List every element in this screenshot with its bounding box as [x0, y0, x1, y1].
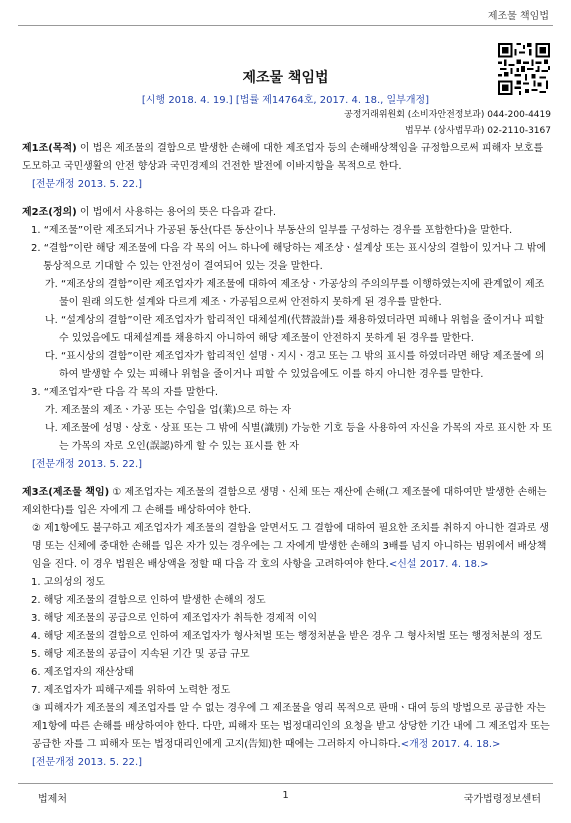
article-3-factor-7: 7. 제조업자가 피해구제를 위하여 노력한 정도: [31, 685, 231, 696]
article-3: [22, 484, 552, 772]
article-3-paragraph-2-amendment[interactable]: <신설 2017. 4. 18.>: [388, 559, 489, 570]
contact-ftc: 공정거래위원회 (소비자안전정보과) 044-200-4419: [344, 110, 551, 120]
article-1-text: 이 법은 제조물의 결함으로 발생한 손해에 대한 제조업자 등의 손해배상책임을 규정함으로써 피해자 보호를 도모하고 국민생활의 안전 향상과 국민경제의 건전한 발전에 이바지함을 목적으로 한다.: [22, 143, 544, 172]
article-1-heading: 제1조(목적): [22, 143, 77, 154]
enforcement-info-link[interactable]: [시행 2018. 4. 19.] [법률 제14764호, 2017. 4. 18., 일부개정]: [141, 95, 430, 106]
document-title: 제조물 책임법: [242, 70, 329, 86]
article-3-factor-4: 4. 해당 제조물의 결함으로 인하여 제조업자가 형사처벌 또는 행정처분을 받은 경우 그 형사처벌 또는 행정처분의 정도: [31, 631, 543, 642]
law-body: [22, 140, 552, 782]
article-3-paragraph-2: ② 제1항에도 불구하고 제조업자가 제조물의 결함을 알면서도 그 결함에 대하여 필요한 조치를 취하지 아니한 결과로 생명 또는 신체에 중대한 손해를 입은 자가 있는 경우에는 그 자에게 발생한 손해의 3배를 넘지 아니하는 범위에서 배상책임을 진다. 이 경우 법원은 배상액을 정할 때 다음 각 호의 사항을 고려하여야 한다.: [32, 523, 550, 570]
article-3-factor-5: 5. 해당 제조물의 공급이 지속된 기간 및 공급 규모: [31, 649, 250, 660]
article-2-item-2-na: 나. “설계상의 결함”이란 제조업자가 합리적인 대체설계(代替設計)를 채용하였더라면 피해나 위험을 줄이거나 피할 수 있었음에도 대체설계를 채용하지 아니하여 해당 제조물이 안전하지 못하게 된 경우를 말한다.: [45, 315, 544, 344]
article-2-item-2: 2. “결함”이란 해당 제조물에 다음 각 목의 어느 하나에 해당하는 제조상ㆍ설계상 또는 표시상의 결함이 있거나 그 밖에 통상적으로 기대할 수 있는 안전성이 결여되어 있는 것을 말한다.: [31, 243, 547, 272]
article-2-item-3-ga: 가. 제조물의 제조ㆍ가공 또는 수입을 업(業)으로 하는 자: [45, 405, 292, 416]
article-3-factor-2: 2. 해당 제조물의 결함으로 인하여 발생한 손해의 정도: [31, 595, 266, 606]
header-law-name: 제조물 책임법: [487, 11, 549, 22]
footer-divider: [18, 783, 553, 784]
contact-moj: 법무부 (상사법무과) 02-2110-3167: [404, 126, 551, 136]
article-3-paragraph-3: ③ 피해자가 제조물의 제조업자를 알 수 없는 경우에 그 제조물을 영리 목적으로 판매ㆍ대여 등의 방법으로 공급한 자는 제1항에 따른 손해를 배상하여야 한다. 다만, 피해자 또는 법정대리인의 요청을 받고 상당한 기간 내에 그 제조업자 또는 공급한 자를 그 피해자 또는 법정대리인에게 고지(告知)한 때에는 그러하지 아니하다.: [32, 703, 550, 750]
page-number: 1: [282, 790, 289, 801]
article-3-paragraph-3-amendment[interactable]: <개정 2017. 4. 18.>: [400, 739, 501, 750]
article-3-factor-3: 3. 해당 제조물의 공급으로 인하여 제조업자가 취득한 경제적 이익: [31, 613, 318, 624]
article-3-paragraph-1: ① 제조업자는 제조물의 결함으로 생명ㆍ신체 또는 재산에 손해(그 제조물에 대하여만 발생한 손해는 제외한다)를 입은 자에게 그 손해를 배상하여야 한다.: [22, 487, 547, 516]
article-3-factor-6: 6. 제조업자의 재산상태: [31, 667, 134, 678]
footer-publisher: 국가법령정보센터: [463, 794, 541, 805]
article-2-item-2-ga: 가. “제조상의 결함”이란 제조업자가 제조물에 대하여 제조상ㆍ가공상의 주의의무를 이행하였는지에 관계없이 제조물이 원래 의도한 설계와 다르게 제조ㆍ가공됨으로써 안전하지 못하게 된 경우를 말한다.: [45, 279, 545, 308]
article-2: [22, 204, 552, 474]
header-divider: [18, 25, 553, 26]
footer-source: 법제처: [38, 794, 67, 805]
article-1: [22, 140, 552, 194]
article-2-text: 이 법에서 사용하는 용어의 뜻은 다음과 같다.: [76, 207, 277, 218]
article-1-revision-note[interactable]: [전문개정 2013. 5. 22.]: [32, 179, 143, 190]
article-2-item-3-na: 나. 제조물에 성명ㆍ상호ㆍ상표 또는 그 밖에 식별(識別) 가능한 기호 등을 사용하여 자신을 가목의 자로 표시한 자 또는 가목의 자로 오인(誤認)하게 할 수 있는 표시를 한 자: [45, 423, 552, 452]
article-2-revision-note[interactable]: [전문개정 2013. 5. 22.]: [32, 459, 143, 470]
article-3-revision-note[interactable]: [전문개정 2013. 5. 22.]: [32, 757, 143, 768]
article-2-item-3: 3. “제조업자”란 다음 각 목의 자를 말한다.: [31, 387, 219, 398]
article-2-heading: 제2조(정의): [22, 207, 77, 218]
article-3-factor-1: 1. 고의성의 정도: [31, 577, 105, 588]
article-3-heading: 제3조(제조물 책임): [22, 487, 110, 498]
article-2-item-1: 1. “제조물”이란 제조되거나 가공된 동산(다른 동산이나 부동산의 일부를 구성하는 경우를 포함한다)을 말한다.: [31, 225, 513, 236]
article-2-item-2-da: 다. “표시상의 결함”이란 제조업자가 합리적인 설명ㆍ지시ㆍ경고 또는 그 밖의 표시를 하였더라면 해당 제조물에 의하여 발생할 수 있는 피해나 위험을 줄이거나 피할 수 있었음에도 이를 하지 아니한 경우를 말한다.: [45, 351, 545, 380]
